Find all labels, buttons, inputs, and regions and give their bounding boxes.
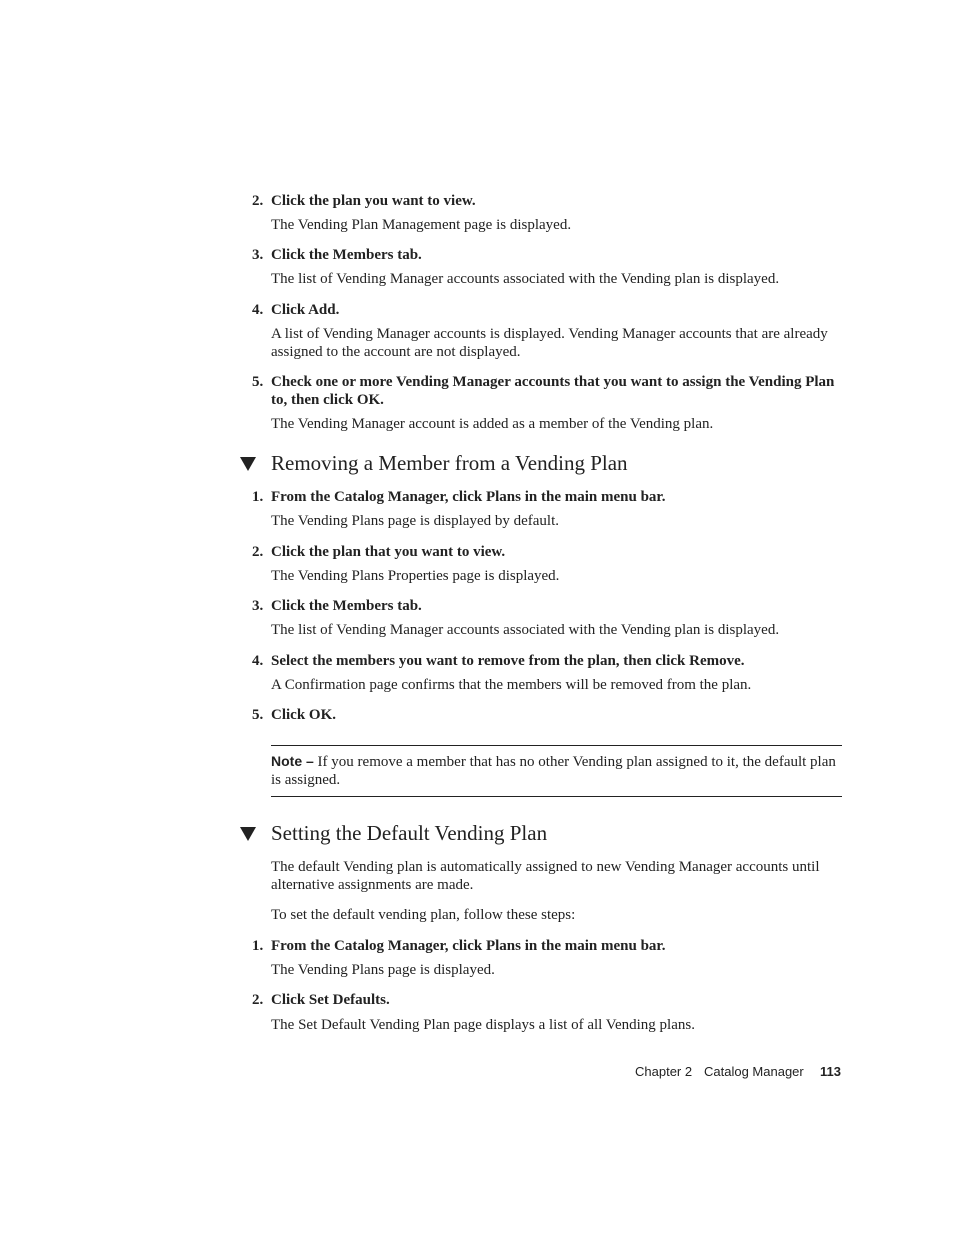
step-result: The Vending Manager account is added as a member of the Vending plan. [271,416,714,432]
step-result: The Vending Plans page is displayed. [271,962,495,978]
step-result: The Vending Plans Properties page is displayed. [271,568,560,584]
section-lead: To set the default vending plan, follow these steps: [271,907,576,923]
step-result: A Confirmation page confirms that the members will be removed from the plan. [271,677,752,693]
step-number: 2. [252,992,264,1008]
note-label: Note – [271,753,314,769]
step-instruction: Click Add. [271,302,340,318]
note-box [271,745,842,797]
step-number: 4. [252,653,264,669]
step-number: 2. [252,193,264,209]
note-text: If you remove a member that has no other Vending plan assigned to it, the default plan is assigned. [271,754,836,788]
footer-page-number: 113 [820,1064,841,1079]
step-number: 3. [252,598,264,614]
footer-chapter: Chapter 2 [635,1064,693,1079]
step-result: A list of Vending Manager accounts is displayed. Vending Manager accounts that are already assigned to the account are not displayed. [271,326,828,360]
step-instruction: Click the plan that you want to view. [271,544,506,560]
step-number: 3. [252,247,264,263]
step-instruction: Click OK. [271,707,337,723]
step-number: 5. [252,374,264,390]
step-result: The Set Default Vending Plan page displays a list of all Vending plans. [271,1017,695,1033]
step-result: The Vending Plan Management page is displayed. [271,217,572,233]
step-instruction: Click the plan you want to view. [271,193,476,209]
step-number: 2. [252,544,264,560]
step-instruction: Click the Members tab. [271,247,422,263]
step-result: The list of Vending Manager accounts associated with the Vending plan is displayed. [271,622,780,638]
step-instruction: Click the Members tab. [271,598,422,614]
step-number: 4. [252,302,264,318]
section-intro: The default Vending plan is automatically assigned to new Vending Manager accounts until alternative assignments are made. [271,859,820,893]
step-result: The list of Vending Manager accounts associated with the Vending plan is displayed. [271,271,780,287]
step-number: 1. [252,938,264,954]
section-heading-text: Removing a Member from a Vending Plan [271,451,628,475]
note-content [271,752,842,789]
step-result: The Vending Plans page is displayed by default. [271,513,560,529]
step-number: 1. [252,489,264,505]
step-instruction: From the Catalog Manager, click Plans in the main menu bar. [271,489,666,505]
step-instruction: Click Set Defaults. [271,992,390,1008]
section-heading-text: Setting the Default Vending Plan [271,821,548,845]
step-instruction: Check one or more Vending Manager accounts that you want to assign the Vending Plan to, then click OK. [271,374,835,408]
step-number: 5. [252,707,264,723]
step-instruction: From the Catalog Manager, click Plans in the main menu bar. [271,938,666,954]
triangle-down-icon [240,457,256,471]
footer-chapter-title: Catalog Manager [704,1064,804,1079]
triangle-down-icon [240,827,256,841]
step-instruction: Select the members you want to remove from the plan, then click Remove. [271,653,745,669]
